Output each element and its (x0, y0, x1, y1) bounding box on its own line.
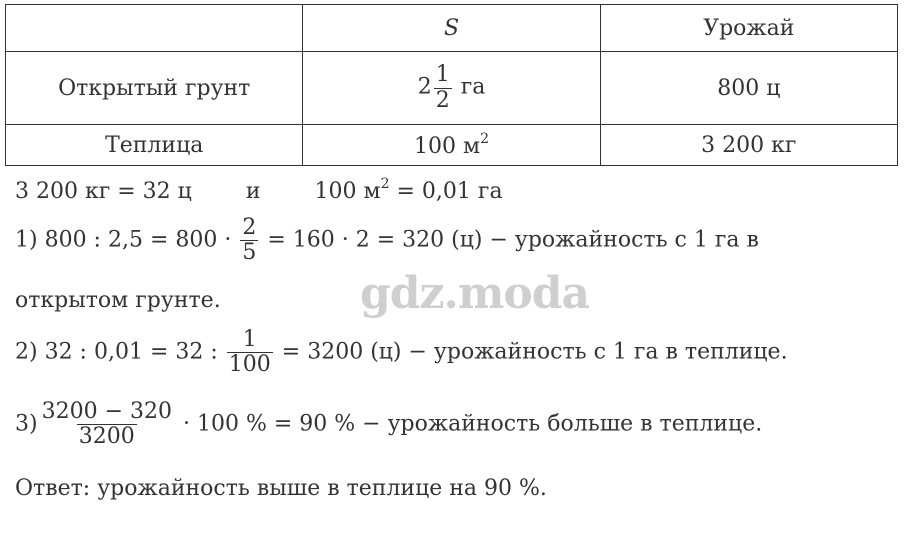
step-2-prefix: 2) 32 : 0,01 = 32 : (15, 339, 218, 365)
step-1-numerator: 2 (242, 215, 257, 240)
area-unit: га (460, 75, 486, 100)
conversion-right-a: 100 м (314, 179, 381, 204)
greenhouse-area (303, 125, 600, 166)
header-cell-harvest: Урожай (600, 5, 897, 52)
area-numerator: 1 (435, 62, 450, 88)
area-whole: 2 (417, 75, 432, 100)
step-1-continuation: открытом грунте. (15, 288, 221, 313)
header-cell-empty (6, 5, 303, 52)
step-3 (15, 400, 762, 449)
step-2-suffix: = 3200 (ц) − урожайность с 1 га в теплице. (281, 339, 788, 365)
step-3-suffix: · 100 % = 90 % − урожайность больше в теплице. (183, 411, 763, 437)
data-table (5, 4, 898, 166)
step-1-fraction (240, 216, 258, 265)
greenhouse-area-exponent: 2 (480, 131, 490, 147)
row-label-open-ground: Открытый грунт (6, 52, 303, 125)
conversion-left: 3 200 кг = 32 ц (15, 179, 192, 204)
conversion-conj: и (245, 179, 261, 204)
row-label-greenhouse: Теплица (6, 125, 303, 166)
answer-line: Ответ: урожайность выше в теплице на 90 %. (15, 476, 547, 501)
area-denominator: 2 (435, 87, 450, 113)
step-2-denominator: 100 (228, 352, 271, 378)
step-1-suffix: = 160 · 2 = 320 (ц) − урожайность с 1 га в (267, 227, 759, 253)
step-1-prefix: 1) 800 : 2,5 = 800 · (15, 227, 232, 253)
greenhouse-area-value: 100 м (414, 134, 481, 159)
area-fraction (434, 63, 452, 112)
step-2-fraction (227, 328, 273, 377)
step-2 (15, 328, 788, 377)
step-3-prefix: 3) (15, 411, 38, 437)
conversion-line (15, 176, 503, 204)
greenhouse-harvest: 3 200 кг (600, 125, 897, 166)
open-ground-harvest: 800 ц (600, 52, 897, 125)
open-ground-area (303, 52, 600, 125)
table-row (6, 125, 898, 166)
table-header-row (6, 5, 898, 52)
step-3-denominator: 3200 (78, 424, 135, 450)
step-1 (15, 216, 759, 265)
table-row (6, 52, 898, 125)
conversion-right-b: = 0,01 га (389, 179, 503, 204)
step-1-denominator: 5 (242, 240, 257, 266)
watermark: gdz.moda (360, 268, 590, 319)
header-cell-area: S (303, 5, 600, 52)
conversion-right-exponent: 2 (380, 176, 390, 192)
step-3-fraction (40, 400, 174, 449)
step-2-numerator: 1 (242, 327, 257, 352)
step-3-numerator: 3200 − 320 (41, 399, 172, 424)
